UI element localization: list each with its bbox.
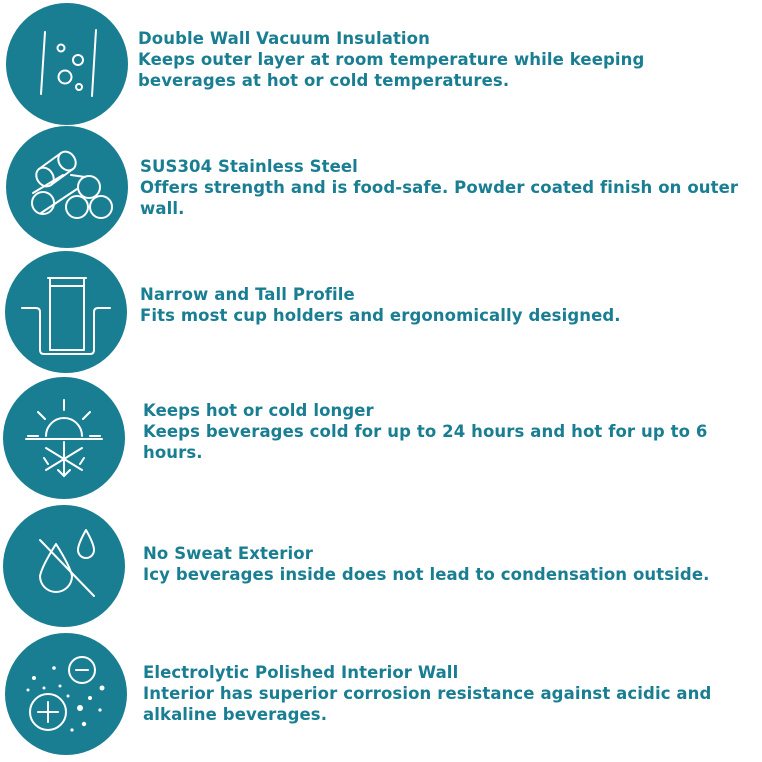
feature-description: Fits most cup holders and ergonomically designed. [140,306,621,325]
feature-text [140,284,750,326]
plus-minus-ions-icon [4,632,128,756]
cup-holder-icon [4,250,128,374]
feature-description: Keeps outer layer at room temperature while keeping beverages at hot or cold temperatures. [138,50,645,90]
feature-description: Icy beverages inside does not lead to condensation outside. [143,565,710,584]
feature-text [143,400,758,463]
feature-description: Interior has superior corrosion resistance against acidic and alkaline beverages. [143,684,712,724]
feature-title: No Sweat Exterior [143,544,313,563]
feature-text [140,156,740,219]
feature-text [143,543,758,585]
vacuum-bubbles-icon [5,2,129,126]
feature-description: Offers strength and is food-safe. Powder coated finish on outer wall. [140,178,739,218]
feature-text [138,28,738,91]
feature-title: Keeps hot or cold longer [143,401,374,420]
feature-description: Keeps beverages cold for up to 24 hours and hot for up to 6 hours. [143,422,708,462]
steel-pipes-icon [5,125,129,249]
feature-title: Electrolytic Polished Interior Wall [143,663,459,682]
feature-text [143,662,743,725]
feature-title: Double Wall Vacuum Insulation [138,29,430,48]
sun-snowflake-icon [2,376,126,500]
no-sweat-drops-icon [2,504,126,628]
feature-title: Narrow and Tall Profile [140,285,355,304]
feature-title: SUS304 Stainless Steel [140,157,358,176]
